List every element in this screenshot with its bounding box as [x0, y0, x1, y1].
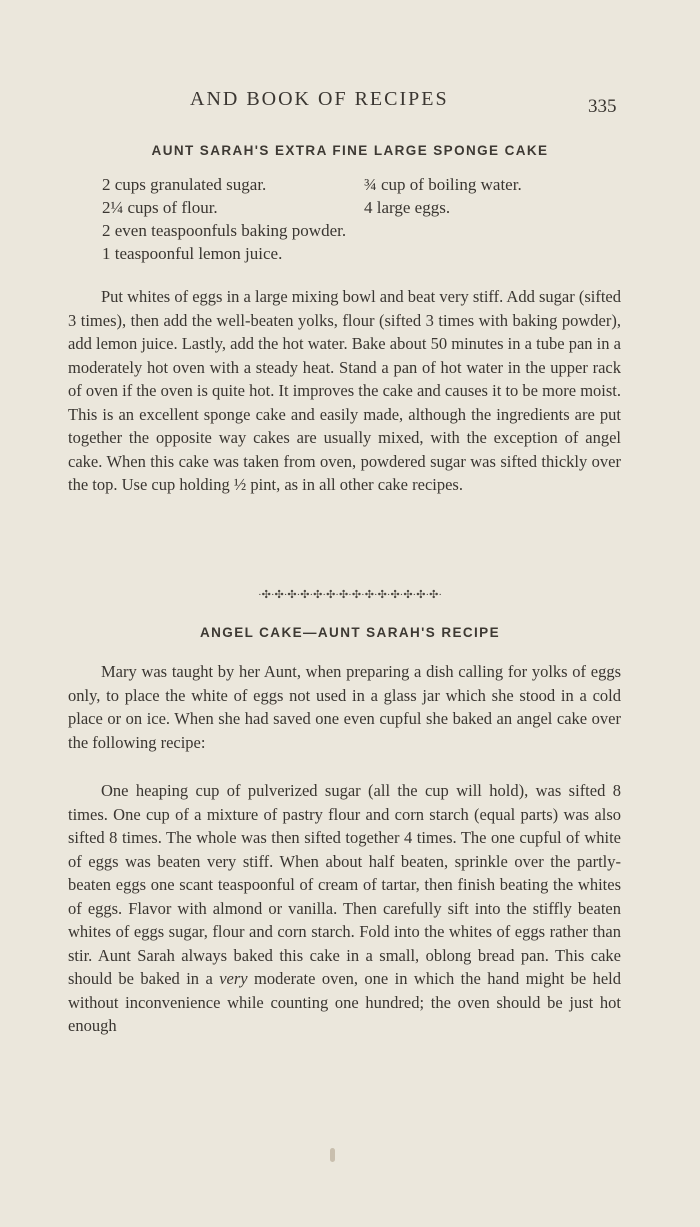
page-number: 335	[588, 96, 617, 117]
angel-cake-intro: Mary was taught by her Aunt, when preparing a dish calling for yolks of eggs only, to place the white of eggs not used in a glass jar which she stood in a cold place or on ice. When she had saved one even cupful she baked an angel cake over the following recipe:	[68, 662, 621, 752]
directions-text: One heaping cup of pulverized sugar (all the cup will hold), was sifted 8 times. One cup of a mixture of pastry flour and corn starch (equal parts) was also sifted 8 times. The whole was then sifted together 4 times. The one cupful of white of eggs was beaten very stiff. When about half beaten, sprinkle over the partly-beaten eggs one scant teaspoonful of cream of tartar, then finish beating the whites of eggs. Flavor with almond or vanilla. Then carefully sift into the stiffly beaten whites of eggs sugar, flour and corn starch. Fold into the whites of eggs rather than stir. Aunt Sarah always baked this cake in a small, oblong bread pan. This cake should be baked in a	[68, 781, 621, 988]
page-smudge	[330, 1148, 335, 1162]
ingredient: 1 teaspoonful lemon juice.	[102, 244, 283, 263]
ingredient-row	[102, 198, 582, 221]
directions-text-continued: moderate oven, one in which the hand might be held without inconvenience while counting one hundred; the oven should be just hot enough	[68, 969, 622, 1035]
running-title: AND BOOK OF RECIPES	[190, 88, 449, 110]
angel-cake-heading: ANGEL CAKE—AUNT SARAH'S RECIPE	[200, 625, 500, 640]
emphasis-text: very	[219, 969, 248, 988]
decorative-divider: ·✣·✣·✣·✣·✣·✣·✣·✣·✣·✣·✣·✣·✣·✣·	[258, 589, 442, 601]
ingredient-row	[102, 175, 582, 198]
running-header	[0, 88, 700, 118]
sponge-cake-directions: Put whites of eggs in a large mixing bowl and beat very stiff. Add sugar (sifted 3 times), then add the well-beaten yolks, flour (sifted 3 times with baking powder), add lemon juice. Lastly, add the hot water. Bake about 50 minutes in a tube pan in a moderately hot oven with a steady heat. Stand a pan of hot water in the upper rack of oven if the oven is quite hot. It improves the cake and causes it to be more moist. This is an excellent sponge cake and easily made, although the ingredients are put together the opposite way cakes are usually mixed, with the exception of angel cake. When this cake was taken from oven, powdered sugar was sifted thickly over the top. Use cup holding ½ pint, as in all other cake recipes.	[68, 287, 621, 494]
ingredient-list	[102, 175, 582, 267]
sponge-cake-heading: AUNT SARAH'S EXTRA FINE LARGE SPONGE CAKE	[151, 143, 549, 158]
ingredient-row	[102, 244, 582, 267]
ingredient-row	[102, 221, 582, 244]
ingredient: 2¼ cups of flour.	[102, 198, 218, 217]
angel-cake-directions	[68, 779, 621, 1038]
ingredient: ¾ cup of boiling water.	[364, 175, 522, 194]
ingredient: 2 cups granulated sugar.	[102, 175, 267, 194]
ingredient: 4 large eggs.	[364, 198, 451, 217]
ingredient: 2 even teaspoonfuls baking powder.	[102, 221, 347, 240]
